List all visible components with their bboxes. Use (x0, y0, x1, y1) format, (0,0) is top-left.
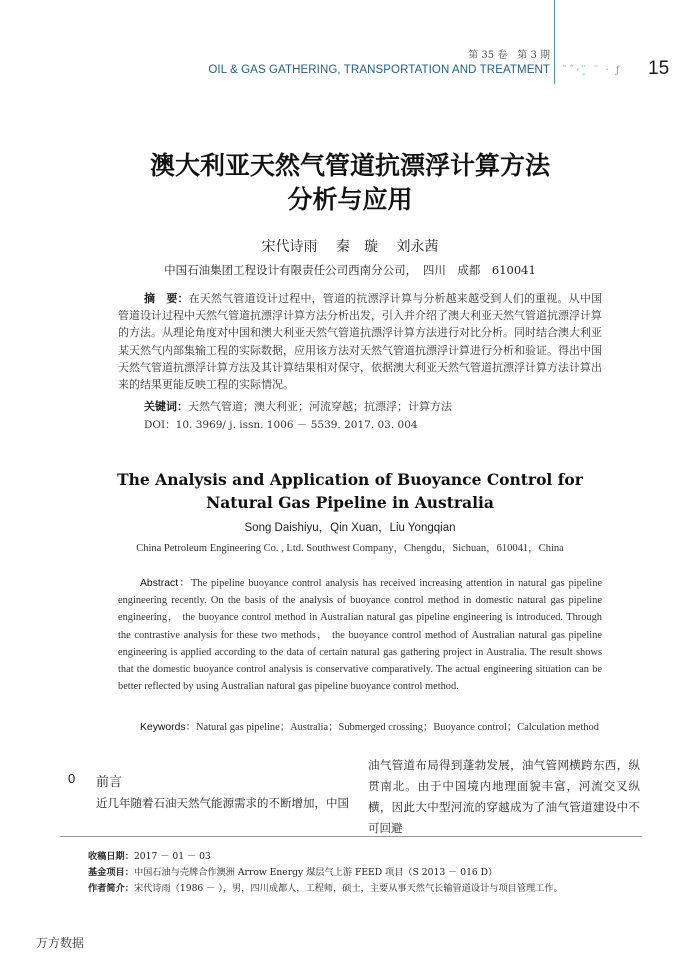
section-title: 前言 (96, 775, 123, 790)
received-date: 2017 － 01 － 03 (133, 851, 211, 862)
fund-label: 基金项目： (88, 867, 134, 878)
body-right-column: 油气管道布局得到蓬勃发展，油气管网横跨东西，纵贯南北。由于中国境内地理面貌丰富，河流交叉纵横，因此大中型河流的穿越成为了油气管道建设中不可回避 (368, 758, 640, 835)
page-number: 15 (648, 58, 670, 79)
footnote-received (88, 848, 211, 862)
doi: DOI：10. 3969/ j. issn. 1006 － 5539. 2017. 03. 004 (144, 419, 418, 431)
received-label: 收稿日期： (88, 851, 134, 862)
footnote-divider (60, 836, 642, 837)
author-bio: 宋代诗雨（1986 － ），男，四川成都人，工程师，硕士，主要从事天然气长输管道设计与项目管理工作。 (133, 883, 563, 894)
keywords-cn (144, 398, 452, 414)
title-en-line1: The Analysis and Application of Buoyance Control for (117, 470, 583, 489)
keywords-en (140, 718, 599, 733)
volume-issue: 第 35 卷 第 3 期 (468, 50, 550, 61)
abstract-en (118, 575, 602, 695)
title-cn-line1: 澳大利亚天然气管道抗漂浮计算方法 (149, 151, 550, 180)
fund-text: 中国石油与壳牌合作澳洲 Arrow Energy 煤层气上游 FEED 项目（S 2013 － 016 D） (133, 867, 498, 878)
abstract-en-label: Abstract： (140, 578, 192, 589)
header-ornament: ˜˝·¨̧ ¨ · ƒ (562, 65, 622, 76)
affiliation-cn: 中国石油集团工程设计有限责任公司西南分公司， 四川 成都 610041 (164, 263, 536, 277)
affiliation-en: China Petroleum Engineering Co. , Ltd. Southwest Company，Chengdu，Sichuan，610041，China (136, 543, 564, 554)
watermark: 万方数据 (36, 936, 85, 950)
title-cn-line2: 分析与应用 (287, 185, 413, 214)
abstract-cn-label: 摘 要： (144, 292, 189, 305)
keywords-en-label: Keywords： (140, 722, 197, 733)
footnote-author (88, 880, 563, 894)
author-label: 作者简介： (88, 883, 134, 894)
header-rule (554, 0, 555, 84)
keywords-cn-label: 关键词： (144, 400, 188, 413)
keywords-cn-text: 天然气管道；澳大利亚；河流穿越；抗漂浮；计算方法 (188, 400, 452, 413)
title-en-line2: Natural Gas Pipeline in Australia (206, 493, 494, 512)
footnote-fund (88, 864, 497, 878)
authors-cn: 宋代诗雨 秦 璇 刘永茜 (261, 239, 439, 255)
abstract-cn-text: 在天然气管道设计过程中，管道的抗漂浮计算与分析越来越受到人们的重视。从中国管道设计过程中天然气管道抗漂浮计算方法分析出发，引入并介绍了澳大利亚天然气管道抗漂浮计算的方法。从理论角度对中国和澳大利亚天然气管道抗漂浮计算方法进行对比分析。同时结合澳大利亚某天然气内部集输工程的实际数据，应用该方法对天然气管道抗漂浮计算进行分析和验证。得出中国天然气管道抗漂浮计算方法及其计算结果相对保守，依据澳大利亚天然气管道抗漂浮计算方法计算出来的结果更能反映工程的实际情况。 (118, 292, 603, 392)
section-number: 0 (68, 771, 76, 786)
journal-name: OIL & GAS GATHERING, TRANSPORTATION AND TREATMENT (208, 64, 550, 76)
keywords-en-text: Natural gas pipeline；Australia；Submerged crossing；Buoyance control；Calculation method (196, 722, 599, 733)
abstract-en-text: The pipeline buoyance control analysis has received increasing attention in natural gas pipeline engineering recently. On the basis of the analysis of buoyance control method in domestic natural gas pipeline engineering， the buoyance control method in Australian natural gas pipeline engineering is introduced. Through the contrastive analysis for these two methods， the buoyance control method of Australian natural gas pipeline engineering is applied according to the data of certain natural gas gathering project in Australia. The result shows that the domestic buoyance control analysis is conservative comparatively. The actual engineering situation can be better reflected by using Australian natural gas pipeline buoyance control method. (118, 578, 602, 693)
authors-en: Song Daishiyu，Qin Xuan，Liu Yongqian (244, 522, 456, 534)
abstract-cn (118, 290, 602, 393)
body-left-column: 近几年随着石油天然气能源需求的不断增加，中国 (96, 796, 349, 810)
